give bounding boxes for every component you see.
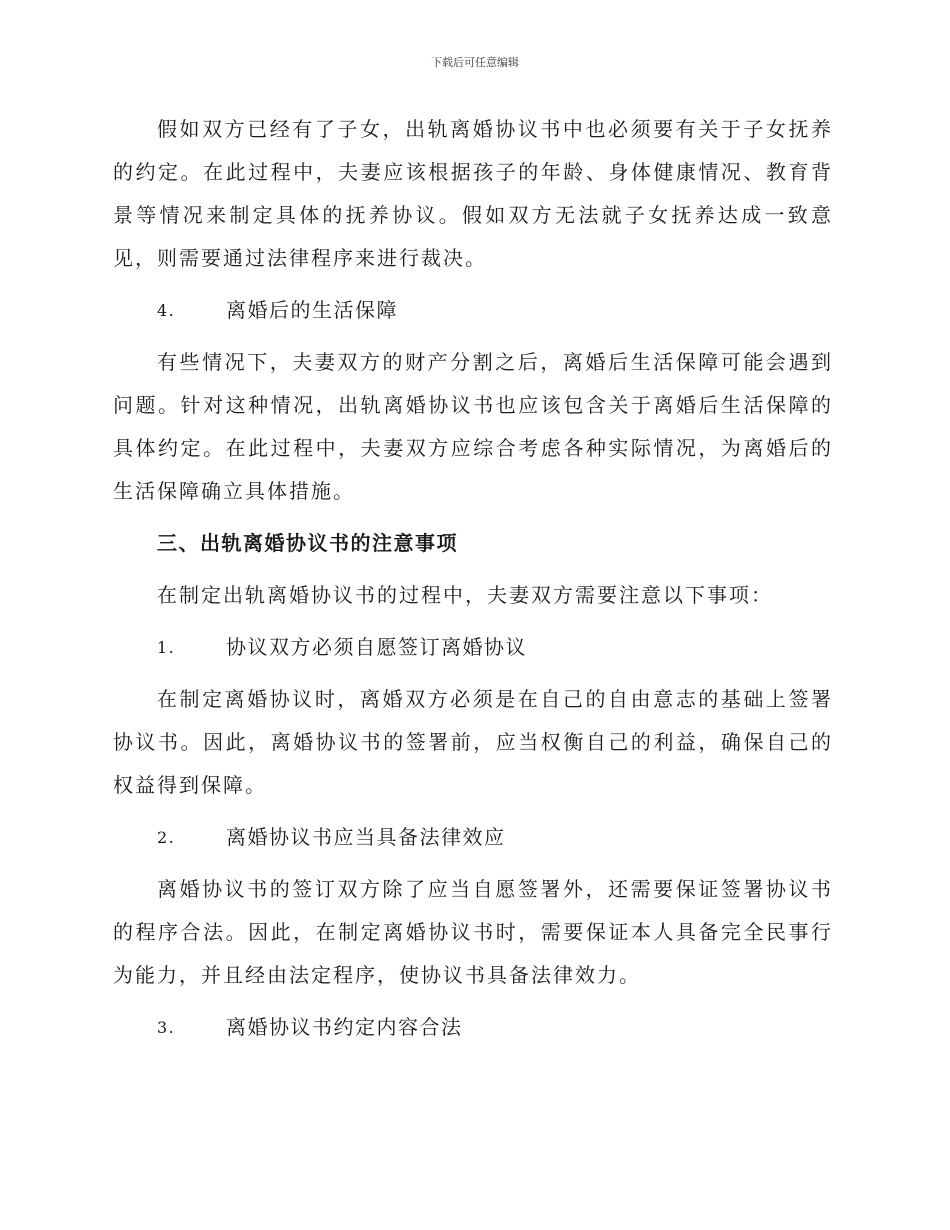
paragraph-legal-effect: 离婚协议书的签订双方除了应当自愿签署外，还需要保证签署协议书的程序合法。因此，在制定离婚协议书时，需要保证本人具备完全民事行为能力，并且经由法定程序，使协议书具备法律效力。 xyxy=(113,877,833,987)
paragraph-child-custody: 假如双方已经有了子女，出轨离婚协议书中也必须要有关于子女抚养的约定。在此过程中，夫妻应该根据孩子的年龄、身体健康情况、教育背景等情况来制定具体的抚养协议。假如双方无法就子女抚养达成一致意见，则需要通过法律程序来进行裁决。 xyxy=(113,117,833,270)
list-item-1 xyxy=(113,626,833,669)
paragraph-notes-intro: 在制定出轨离婚协议书的过程中，夫妻双方需要注意以下事项： xyxy=(157,583,773,607)
document-body xyxy=(113,108,833,1058)
list-item-text: 离婚协议书约定内容合法 xyxy=(226,1015,463,1039)
header-note: 下载后可任意编辑 xyxy=(431,56,519,69)
list-number: 3. xyxy=(157,1018,176,1037)
paragraph-living-security: 有些情况下，夫妻双方的财产分割之后，离婚后生活保障可能会遇到问题。针对这种情况，出轨离婚协议书也应该包含关于离婚后生活保障的具体约定。在此过程中，夫妻双方应综合考虑各种实际情况，为离婚后的生活保障确立具体措施。 xyxy=(113,350,833,503)
paragraph-voluntary: 在制定离婚协议时，离婚双方必须是在自己的自由意志的基础上签署协议书。因此，离婚协议书的签署前，应当权衡自己的利益，确保自己的权益得到保障。 xyxy=(113,687,833,797)
list-item-3 xyxy=(113,1006,833,1049)
list-item-2 xyxy=(113,816,833,859)
section-heading-3: 三、出轨离婚协议书的注意事项 xyxy=(157,531,458,555)
list-number: 2. xyxy=(157,828,176,847)
list-number: 4. xyxy=(157,301,176,320)
list-item-4 xyxy=(113,289,833,332)
list-item-text: 离婚后的生活保障 xyxy=(226,298,398,322)
list-item-text: 离婚协议书应当具备法律效应 xyxy=(226,825,506,849)
list-item-text: 协议双方必须自愿签订离婚协议 xyxy=(226,635,527,659)
list-number: 1. xyxy=(157,638,176,657)
